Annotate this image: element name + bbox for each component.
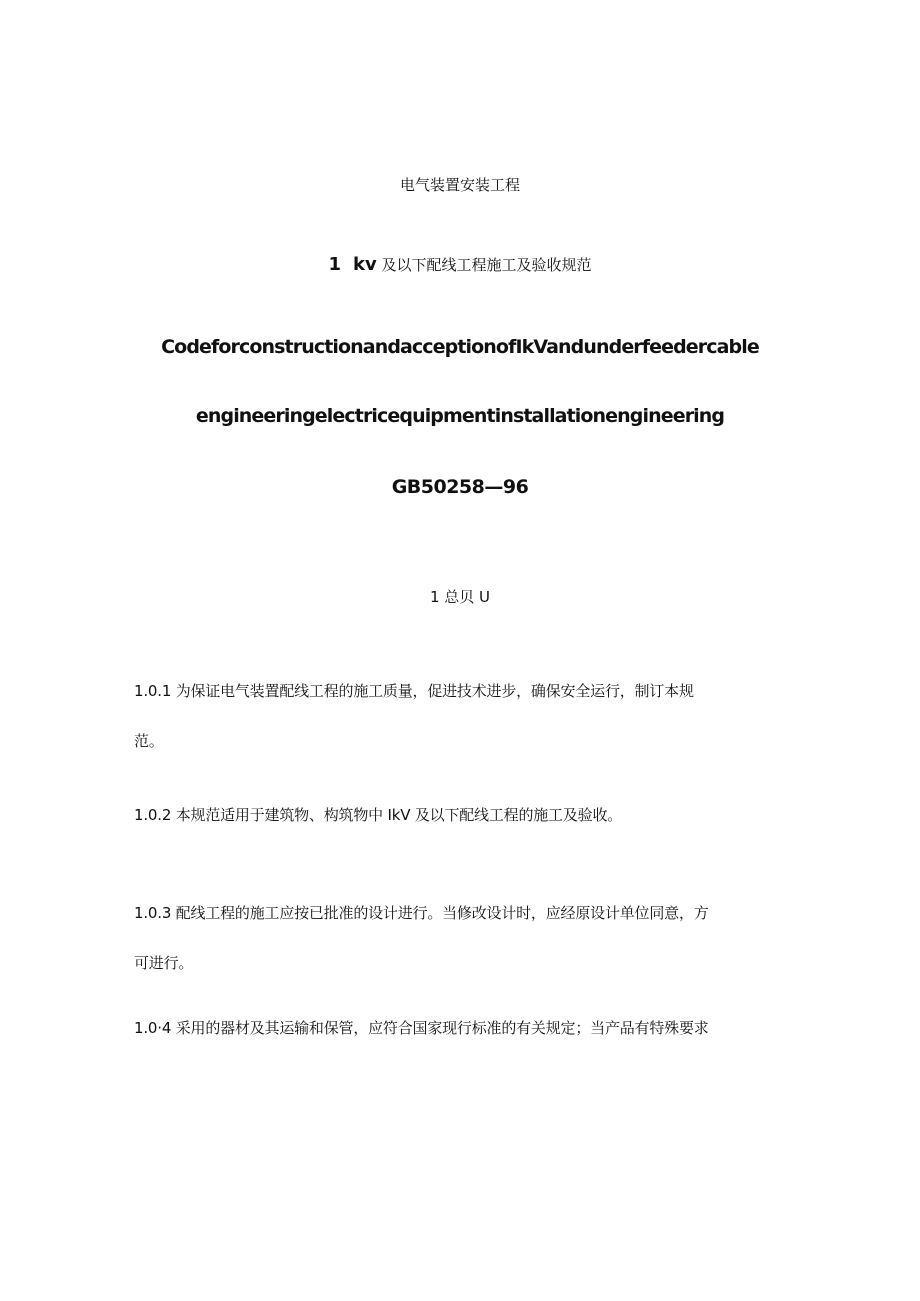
paragraph-1-0-1-line-2: 范。 xyxy=(134,732,164,750)
paragraph-1-0-4: 1.0·4 采用的器材及其运输和保管，应符合国家现行标准的有关规定；当产品有特殊要求 xyxy=(134,1019,709,1037)
subtitle-voltage-unit: kv xyxy=(353,254,377,275)
paragraph-1-0-1-line-1: 1.0.1 为保证电气装置配线工程的施工质量，促进技术进步，确保安全运行，制订本规 xyxy=(134,682,694,700)
document-title-chinese: 电气装置安装工程 xyxy=(399,176,520,194)
paragraph-1-0-2: 1.0.2 本规范适用于建筑物、构筑物中 IkV 及以下配线工程的施工及验收。 xyxy=(134,806,623,824)
standard-code: GB50258—96 xyxy=(391,476,529,498)
document-subtitle-chinese xyxy=(0,256,920,274)
subtitle-voltage-number: 1 xyxy=(328,254,341,275)
subtitle-text: 及以下配线工程施工及验收规范 xyxy=(381,256,592,274)
paragraph-1-0-3-line-2: 可进行。 xyxy=(134,954,194,972)
document-title-english-line-2: engineeringelectricequipmentinstallationengineering xyxy=(195,405,725,427)
paragraph-1-0-3-line-1: 1.0.3 配线工程的施工应按已批准的设计进行。当修改设计时，应经原设计单位同意，方 xyxy=(134,904,709,922)
document-title-english-line-1: CodeforconstructionandacceptionofIkVandunderfeedercable xyxy=(161,336,759,358)
section-heading: 1 总贝 U xyxy=(429,588,491,606)
